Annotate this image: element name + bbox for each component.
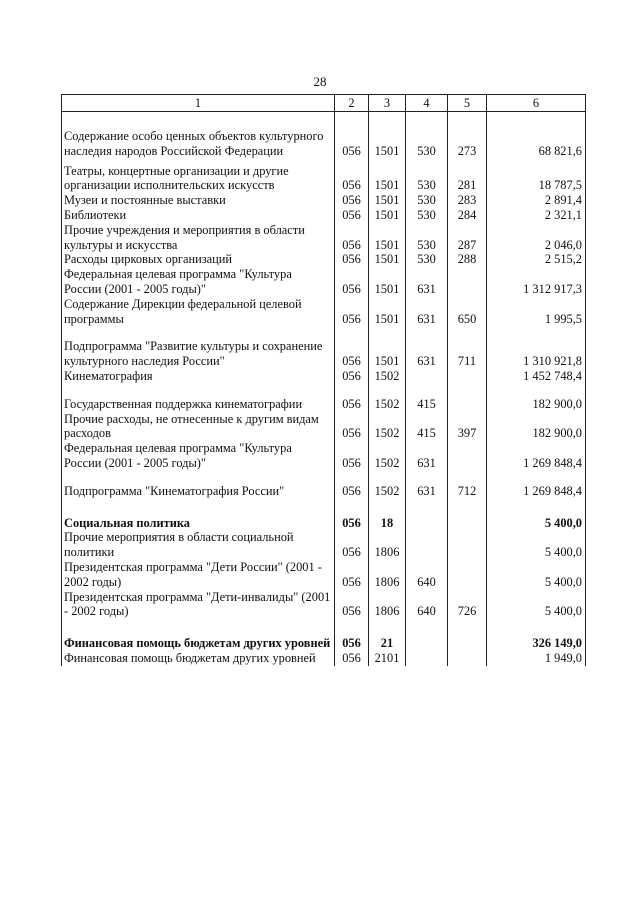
table-row: [62, 159, 586, 194]
row-code-3: 21: [369, 619, 406, 651]
row-amount: 1 269 848,4: [487, 441, 586, 471]
row-code-2: 056: [335, 530, 369, 560]
row-code-2: 056: [335, 384, 369, 412]
row-code-5: 397: [448, 412, 487, 442]
table-row-section: [62, 499, 586, 531]
row-amount: 1 995,5: [487, 297, 586, 327]
row-code-3: 1806: [369, 560, 406, 590]
row-name: Музеи и постоянные выставки: [62, 193, 335, 208]
row-code-3: 1501: [369, 252, 406, 267]
row-code-5: [448, 619, 487, 651]
row-code-3: 1502: [369, 369, 406, 384]
row-code-5: 711: [448, 326, 487, 369]
row-code-4: 640: [406, 590, 448, 620]
row-code-3: 1501: [369, 208, 406, 223]
row-code-2: 056: [335, 159, 369, 194]
row-code-4: 640: [406, 560, 448, 590]
row-code-4: 415: [406, 384, 448, 412]
row-amount: 182 900,0: [487, 384, 586, 412]
table-row: [62, 384, 586, 412]
row-amount: 1 312 917,3: [487, 267, 586, 297]
row-amount: 68 821,6: [487, 112, 586, 159]
row-code-5: [448, 651, 487, 666]
row-code-2: 056: [335, 651, 369, 666]
row-code-2: 056: [335, 267, 369, 297]
row-code-3: 1501: [369, 193, 406, 208]
row-code-5: 287: [448, 223, 487, 253]
budget-table: [61, 94, 586, 666]
table-row: [62, 530, 586, 560]
row-code-4: 415: [406, 412, 448, 442]
row-name: Прочие мероприятия в области социальной политики: [62, 530, 335, 560]
row-name: Государственная поддержка кинематографии: [62, 384, 335, 412]
row-amount: 2 046,0: [487, 223, 586, 253]
row-code-3: 1501: [369, 267, 406, 297]
row-code-5: 712: [448, 471, 487, 499]
row-code-2: 056: [335, 369, 369, 384]
row-code-4: 530: [406, 223, 448, 253]
row-code-2: 056: [335, 619, 369, 651]
row-code-4: [406, 619, 448, 651]
row-code-5: [448, 560, 487, 590]
table-row: [62, 651, 586, 666]
row-code-4: 530: [406, 112, 448, 159]
table-row: [62, 412, 586, 442]
row-code-2: 056: [335, 499, 369, 531]
row-name: Прочие расходы, не отнесенные к другим видам расходов: [62, 412, 335, 442]
row-code-5: 726: [448, 590, 487, 620]
row-name: Подпрограмма "Развитие культуры и сохранение культурного наследия России": [62, 326, 335, 369]
table-row-section: [62, 619, 586, 651]
row-name: Театры, концертные организации и другие организации исполнительских искусств: [62, 159, 335, 194]
row-code-2: 056: [335, 560, 369, 590]
row-amount: 5 400,0: [487, 590, 586, 620]
row-code-2: 056: [335, 193, 369, 208]
row-name: Президентская программа "Дети-инвалиды" (2001 - 2002 годы): [62, 590, 335, 620]
row-code-4: [406, 651, 448, 666]
header-col-6: 6: [487, 95, 586, 112]
row-name: Расходы цирковых организаций: [62, 252, 335, 267]
table-row: [62, 441, 586, 471]
row-name: Социальная политика: [62, 499, 335, 531]
row-amount: 1 269 848,4: [487, 471, 586, 499]
row-name: Содержание Дирекции федеральной целевой программы: [62, 297, 335, 327]
row-code-4: 530: [406, 193, 448, 208]
table-row: [62, 297, 586, 327]
row-code-5: [448, 369, 487, 384]
row-name: Финансовая помощь бюджетам других уровней: [62, 651, 335, 666]
table-row: [62, 471, 586, 499]
row-code-2: 056: [335, 223, 369, 253]
row-name: Федеральная целевая программа "Культура России (2001 - 2005 годы)": [62, 441, 335, 471]
row-code-5: [448, 530, 487, 560]
row-code-4: 530: [406, 208, 448, 223]
page-number: 28: [313, 74, 327, 89]
row-name: Содержание особо ценных объектов культурного наследия народов Российской Федерации: [62, 112, 335, 159]
row-code-2: 056: [335, 590, 369, 620]
table-row: [62, 252, 586, 267]
row-code-3: 1806: [369, 590, 406, 620]
table-row: [62, 560, 586, 590]
header-col-5: 5: [448, 95, 487, 112]
header-col-3: 3: [369, 95, 406, 112]
header-col-4: 4: [406, 95, 448, 112]
row-amount: 1 949,0: [487, 651, 586, 666]
row-amount: 2 321,1: [487, 208, 586, 223]
row-code-5: [448, 267, 487, 297]
header-col-2: 2: [335, 95, 369, 112]
row-code-4: [406, 499, 448, 531]
row-code-4: 631: [406, 441, 448, 471]
table-row: [62, 112, 586, 159]
row-code-2: 056: [335, 252, 369, 267]
row-amount: 5 400,0: [487, 530, 586, 560]
row-amount: 2 891,4: [487, 193, 586, 208]
row-amount: 182 900,0: [487, 412, 586, 442]
row-name: Подпрограмма "Кинематография России": [62, 471, 335, 499]
row-code-3: 18: [369, 499, 406, 531]
row-code-2: 056: [335, 112, 369, 159]
row-code-3: 1501: [369, 159, 406, 194]
row-code-3: 1501: [369, 223, 406, 253]
row-code-3: 1502: [369, 412, 406, 442]
row-amount: 18 787,5: [487, 159, 586, 194]
row-code-5: 273: [448, 112, 487, 159]
table-row: [62, 326, 586, 369]
row-code-3: 1502: [369, 441, 406, 471]
header-col-1: 1: [62, 95, 335, 112]
row-code-2: 056: [335, 412, 369, 442]
row-code-5: [448, 441, 487, 471]
table-row: [62, 193, 586, 208]
row-name: Президентская программа "Дети России" (2001 - 2002 годы): [62, 560, 335, 590]
table-header-row: [62, 95, 586, 112]
row-amount: 1 310 921,8: [487, 326, 586, 369]
row-code-4: 631: [406, 267, 448, 297]
table-row: [62, 223, 586, 253]
row-code-4: 530: [406, 159, 448, 194]
row-code-4: 530: [406, 252, 448, 267]
row-code-4: [406, 369, 448, 384]
row-amount: 5 400,0: [487, 499, 586, 531]
row-code-3: 1502: [369, 471, 406, 499]
row-amount: 326 149,0: [487, 619, 586, 651]
row-code-5: [448, 499, 487, 531]
row-code-4: 631: [406, 326, 448, 369]
table-row: [62, 590, 586, 620]
row-code-4: 631: [406, 297, 448, 327]
table-row: [62, 369, 586, 384]
row-code-2: 056: [335, 471, 369, 499]
row-amount: 1 452 748,4: [487, 369, 586, 384]
row-code-3: 1501: [369, 297, 406, 327]
row-code-5: [448, 384, 487, 412]
row-code-5: 283: [448, 193, 487, 208]
row-code-2: 056: [335, 297, 369, 327]
table-row: [62, 267, 586, 297]
row-code-5: 650: [448, 297, 487, 327]
row-name: Прочие учреждения и мероприятия в области культуры и искусства: [62, 223, 335, 253]
row-code-2: 056: [335, 208, 369, 223]
row-name: Федеральная целевая программа "Культура России (2001 - 2005 годы)": [62, 267, 335, 297]
row-code-3: 1501: [369, 326, 406, 369]
row-code-2: 056: [335, 326, 369, 369]
row-code-4: [406, 530, 448, 560]
row-code-5: 288: [448, 252, 487, 267]
row-code-5: 284: [448, 208, 487, 223]
row-amount: 2 515,2: [487, 252, 586, 267]
row-name: Финансовая помощь бюджетам других уровней: [62, 619, 335, 651]
row-code-3: 1502: [369, 384, 406, 412]
row-code-4: 631: [406, 471, 448, 499]
row-code-5: 281: [448, 159, 487, 194]
row-code-2: 056: [335, 441, 369, 471]
row-name: Кинематография: [62, 369, 335, 384]
row-code-3: 2101: [369, 651, 406, 666]
table-row: [62, 208, 586, 223]
row-name: Библиотеки: [62, 208, 335, 223]
row-code-3: 1501: [369, 112, 406, 159]
row-code-3: 1806: [369, 530, 406, 560]
row-amount: 5 400,0: [487, 560, 586, 590]
